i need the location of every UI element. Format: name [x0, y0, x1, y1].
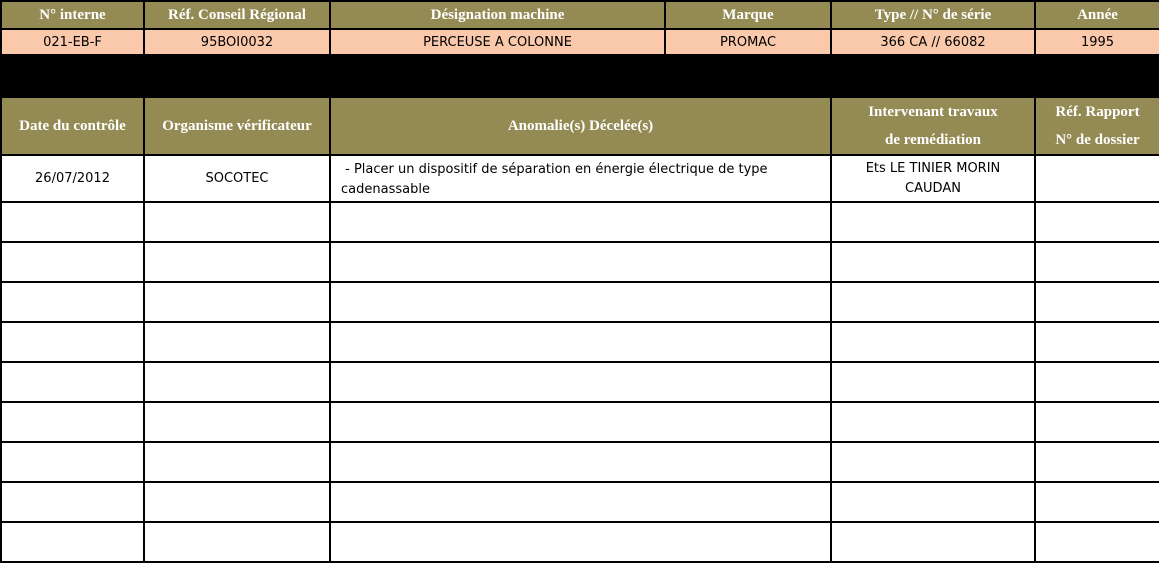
empty-cell	[831, 362, 1035, 402]
empty-cell	[1, 522, 144, 562]
empty-cell	[144, 442, 330, 482]
empty-cell	[330, 522, 831, 562]
empty-cell	[1, 402, 144, 442]
table-row	[1, 242, 1159, 282]
header-anomalies: Anomalie(s) Décelée(s)	[330, 97, 831, 155]
empty-cell	[1, 202, 144, 242]
header-designation-machine: Désignation machine	[330, 1, 665, 29]
empty-cell	[831, 282, 1035, 322]
empty-cell	[1035, 322, 1159, 362]
control-anomalie	[330, 155, 831, 202]
empty-cell	[144, 402, 330, 442]
value-annee: 1995	[1035, 29, 1159, 55]
header-ref-rapport-line1: Réf. Rapport	[1055, 104, 1140, 120]
value-designation-machine: PERCEUSE A COLONNE	[330, 29, 665, 55]
machine-table	[0, 0, 1159, 56]
empty-cell	[831, 482, 1035, 522]
header-intervenant	[831, 97, 1035, 155]
empty-cell	[1035, 402, 1159, 442]
empty-cell	[330, 442, 831, 482]
header-ref-conseil-regional: Réf. Conseil Régional	[144, 1, 330, 29]
empty-cell	[330, 282, 831, 322]
empty-cell	[144, 362, 330, 402]
control-anomalie-line2: cadenassable	[341, 182, 430, 197]
header-numero-interne: N° interne	[1, 1, 144, 29]
table-row	[1, 522, 1159, 562]
empty-cell	[144, 482, 330, 522]
empty-cell	[330, 202, 831, 242]
header-intervenant-line1: Intervenant travaux	[868, 104, 998, 120]
empty-cell	[1035, 282, 1159, 322]
control-intervenant-line2: CAUDAN	[905, 180, 961, 196]
separator-band	[0, 55, 1159, 96]
empty-cell	[1, 322, 144, 362]
empty-cell	[1, 242, 144, 282]
control-ref-rapport	[1035, 155, 1159, 202]
empty-cell	[144, 282, 330, 322]
empty-cell	[330, 322, 831, 362]
empty-cell	[1, 282, 144, 322]
header-marque: Marque	[665, 1, 831, 29]
value-numero-interne: 021-EB-F	[1, 29, 144, 55]
control-anomalie-line1: - Placer un dispositif de séparation en énergie électrique de type	[341, 162, 768, 177]
empty-cell	[330, 362, 831, 402]
empty-cell	[144, 322, 330, 362]
table-row	[1, 282, 1159, 322]
header-ref-rapport-line2: N° de dossier	[1055, 132, 1140, 148]
empty-cell	[831, 442, 1035, 482]
empty-cell	[831, 402, 1035, 442]
empty-cell	[1035, 442, 1159, 482]
header-type-serie: Type // N° de série	[831, 1, 1035, 29]
empty-cell	[1, 442, 144, 482]
empty-cell	[1035, 482, 1159, 522]
value-type-serie: 366 CA // 66082	[831, 29, 1035, 55]
empty-cell	[1035, 522, 1159, 562]
header-date-controle: Date du contrôle	[1, 97, 144, 155]
empty-cell	[1035, 362, 1159, 402]
empty-cell	[831, 522, 1035, 562]
table-row	[1, 155, 1159, 202]
table-row	[1, 482, 1159, 522]
table-row	[1, 442, 1159, 482]
control-intervenant	[831, 155, 1035, 202]
control-intervenant-line1: Ets LE TINIER MORIN	[865, 160, 1001, 176]
table-row	[1, 402, 1159, 442]
controls-table	[0, 96, 1159, 563]
empty-cell	[330, 242, 831, 282]
value-ref-conseil-regional: 95BOI0032	[144, 29, 330, 55]
empty-cell	[1035, 242, 1159, 282]
empty-cell	[330, 482, 831, 522]
empty-cell	[831, 202, 1035, 242]
header-annee: Année	[1035, 1, 1159, 29]
empty-cell	[831, 322, 1035, 362]
control-organisme: SOCOTEC	[144, 155, 330, 202]
table-row	[1, 322, 1159, 362]
table-row	[1, 362, 1159, 402]
empty-cell	[831, 242, 1035, 282]
empty-cell	[1, 362, 144, 402]
value-marque: PROMAC	[665, 29, 831, 55]
empty-cell	[1, 482, 144, 522]
empty-cell	[144, 242, 330, 282]
header-intervenant-line2: de remédiation	[885, 132, 981, 148]
header-organisme-verificateur: Organisme vérificateur	[144, 97, 330, 155]
control-date: 26/07/2012	[1, 155, 144, 202]
header-ref-rapport	[1035, 97, 1159, 155]
table-row	[1, 202, 1159, 242]
empty-cell	[1035, 202, 1159, 242]
empty-cell	[144, 522, 330, 562]
empty-cell	[144, 202, 330, 242]
empty-cell	[330, 402, 831, 442]
